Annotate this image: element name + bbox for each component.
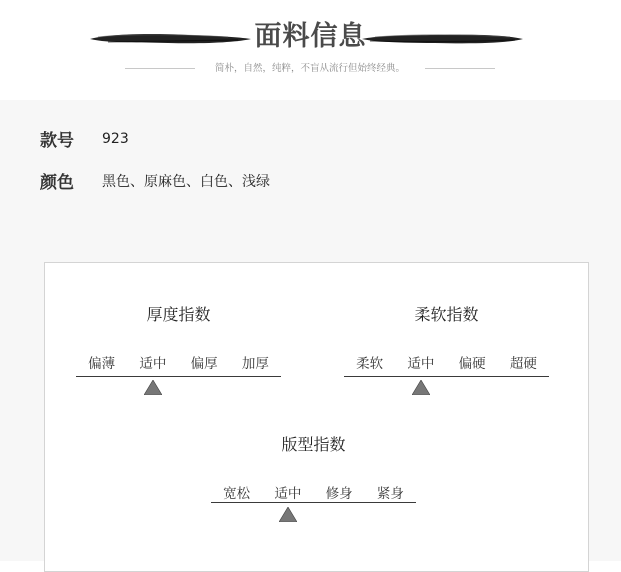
gauge-scale-line [211,502,416,503]
page-title: 面料信息 [254,21,367,52]
fit-index-gauge [211,430,416,530]
tagline-divider-left [125,68,195,69]
gauge-indicator-icon [412,380,430,395]
gauge-option: 适中 [407,356,435,372]
gauge-option: 偏薄 [88,356,116,372]
gauge-title: 柔软指数 [414,305,479,324]
gauge-option: 修身 [325,486,353,502]
gauge-option: 适中 [274,486,302,502]
tagline-row [125,60,495,76]
gauge-option: 偏厚 [190,356,218,372]
info-value: 923 [102,130,129,147]
gauge-option: 加厚 [241,356,269,372]
thickness-index-gauge [76,300,281,400]
gauge-indicator-icon [144,380,162,395]
gauge-option: 偏硬 [458,356,486,372]
info-row-color [40,168,270,193]
gauge-option: 柔软 [356,356,384,372]
info-label: 颜色 [40,173,74,193]
gauge-option: 超硬 [509,356,537,372]
info-row-style-number [40,126,129,151]
gauge-indicator-icon [279,507,297,522]
header [0,0,621,100]
gauge-scale-line [344,376,549,377]
info-label: 款号 [40,131,74,151]
gauge-scale-line [76,376,281,377]
gauge-option: 适中 [139,356,167,372]
gauge-title: 厚度指数 [146,305,211,324]
tagline: 简朴，自然，纯粹，不盲从流行但始终经典。 [214,63,405,74]
tagline-divider-right [425,68,495,69]
info-value: 黑色、原麻色、白色、浅绿 [102,173,270,190]
gauge-title: 版型指数 [281,435,346,454]
gauge-option: 宽松 [223,486,251,502]
softness-index-gauge [344,300,549,400]
gauge-option: 紧身 [376,486,404,502]
